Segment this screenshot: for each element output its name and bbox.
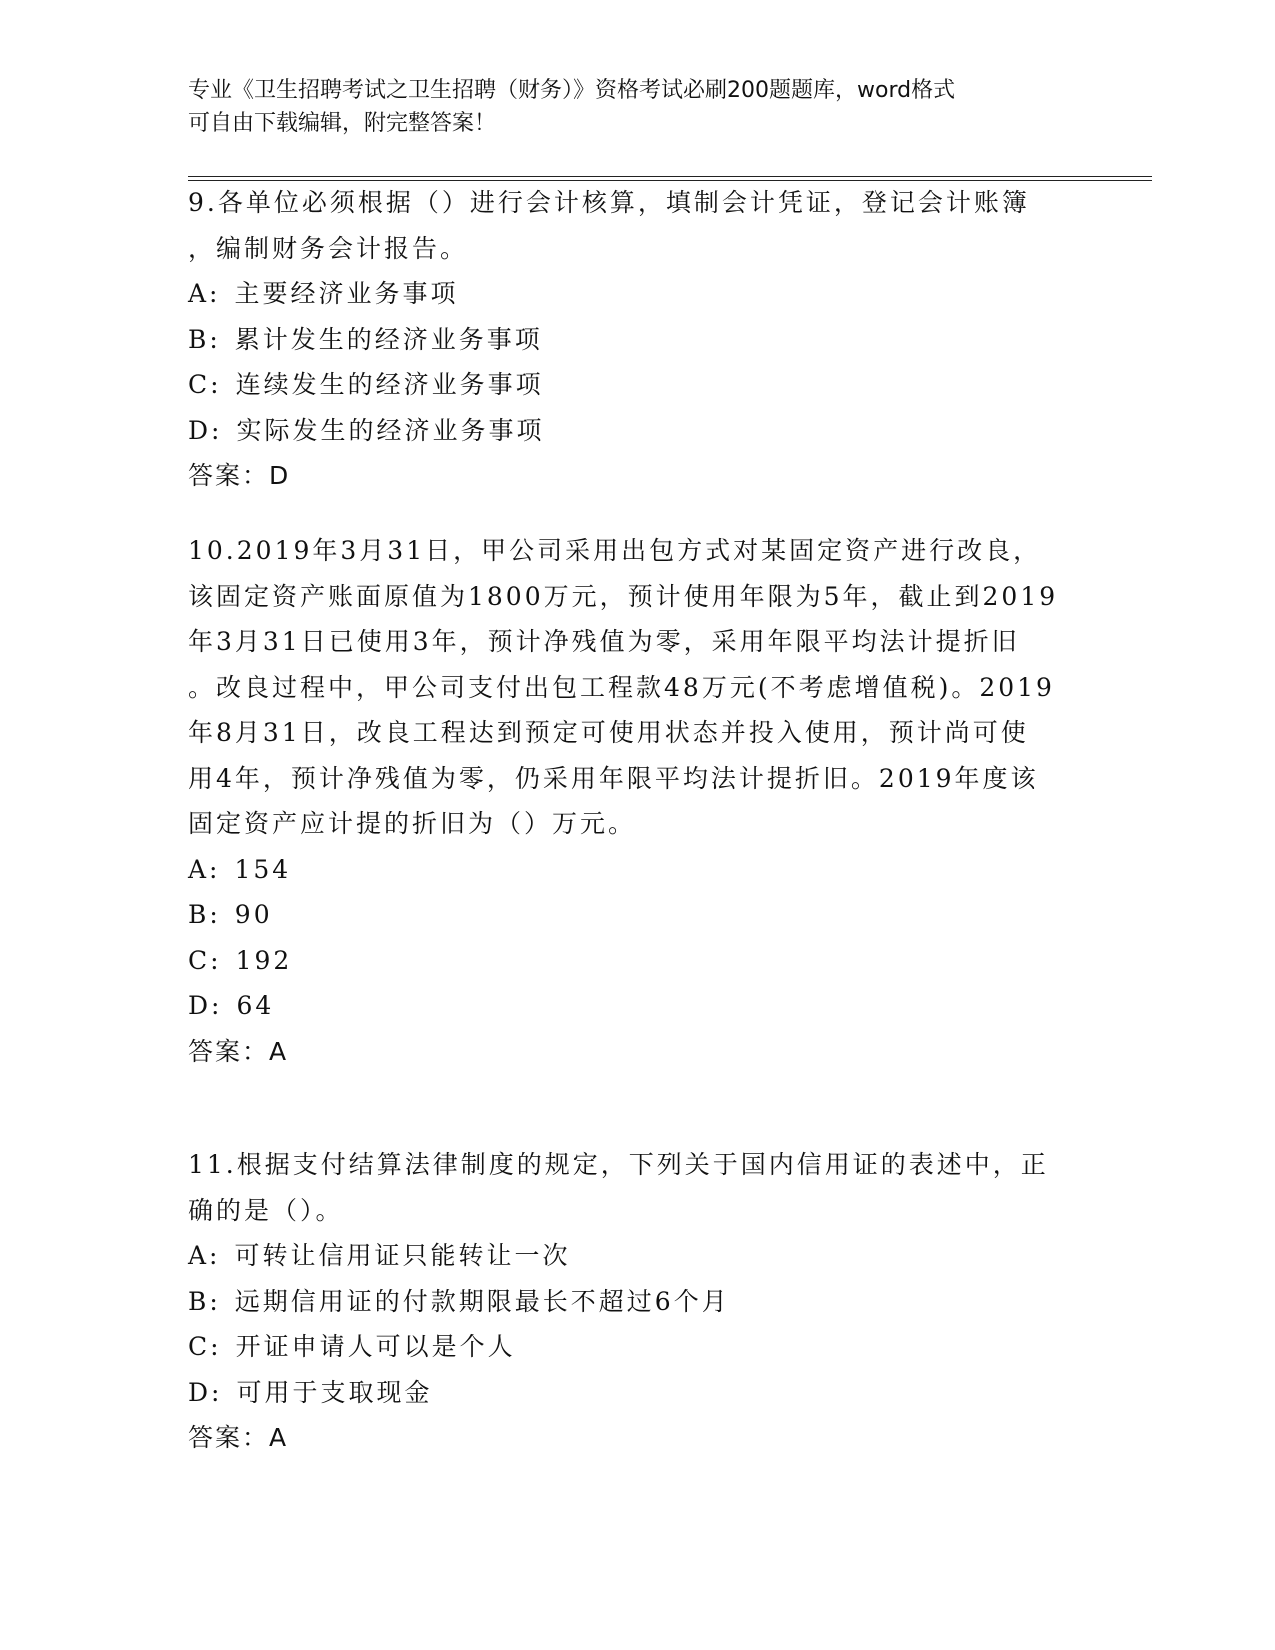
question-text-line: 10.2019年3月31日，甲公司采用出包方式对某固定资产进行改良，	[188, 536, 1042, 565]
answer: 答案：A	[188, 1036, 289, 1066]
option-text: 可转让信用证只能转让一次	[234, 1241, 571, 1270]
header-line-2: 可自由下载编辑，附完整答案！	[188, 111, 497, 136]
page-header	[188, 74, 1068, 140]
question-text-line: 该固定资产账面原值为1800万元，预计使用年限为5年，截止到2019	[188, 581, 1059, 611]
option-text: 64	[236, 991, 275, 1020]
question-text-line: 年8月31日，改良工程达到预定可使用状态并投入使用，预计尚可使	[188, 718, 1029, 747]
question-text-line: 。改良过程中，甲公司支付出包工程款48万元(不考虑增值税)。2019	[188, 672, 1055, 702]
option-text: 连续发生的经济业务事项	[235, 370, 544, 399]
option-b	[188, 1279, 1088, 1325]
option-letter: A:	[188, 854, 221, 884]
option-text: 累计发生的经济业务事项	[234, 324, 543, 354]
option-b	[188, 892, 1088, 938]
question-text-line: ，编制财务会计报告。	[188, 233, 469, 263]
header-line-1: 专业《卫生招聘考试之卫生招聘（财务）》资格考试必刷200题题库，word格式	[188, 78, 956, 103]
option-c	[188, 1324, 1088, 1370]
option-letter: B:	[188, 1286, 221, 1316]
option-letter: B:	[188, 900, 221, 929]
option-letter: C:	[188, 370, 222, 399]
option-text: 实际发生的经济业务事项	[236, 415, 545, 445]
option-b	[188, 317, 1088, 363]
question-text-line: 年3月31日已使用3年，预计净残值为零，采用年限平均法计提折旧	[188, 627, 1020, 656]
option-letter: D:	[188, 415, 223, 445]
option-a	[188, 271, 1088, 317]
option-text: 主要经济业务事项	[234, 279, 459, 308]
option-text: 90	[234, 900, 273, 929]
option-a	[188, 847, 1088, 893]
option-c	[188, 938, 1088, 984]
question-10	[188, 528, 1088, 1074]
option-letter: C:	[188, 1332, 222, 1361]
option-c	[188, 362, 1088, 408]
question-11	[188, 1142, 1088, 1461]
question-text-line: 9.各单位必须根据（）进行会计核算，填制会计凭证，登记会计账簿	[188, 188, 1030, 217]
answer: 答案：A	[188, 1423, 289, 1452]
option-text: 可用于支取现金	[236, 1377, 433, 1407]
option-d	[188, 408, 1088, 454]
option-d	[188, 983, 1088, 1029]
question-text-line: 确的是（）。	[188, 1195, 344, 1225]
option-text: 154	[234, 854, 292, 884]
question-text-line: 11.根据支付结算法律制度的规定，下列关于国内信用证的表述中，正	[188, 1150, 1049, 1179]
question-text-line: 用4年，预计净残值为零，仍采用年限平均法计提折旧。2019年度该	[188, 763, 1039, 793]
option-letter: B:	[188, 324, 221, 354]
option-a	[188, 1233, 1088, 1279]
question-text-line: 固定资产应计提的折旧为（）万元。	[188, 809, 637, 838]
option-text: 192	[235, 945, 293, 975]
option-letter: A:	[188, 1241, 221, 1270]
answer: 答案：D	[188, 461, 291, 490]
option-text: 远期信用证的付款期限最长不超过6个月	[234, 1286, 730, 1316]
question-9	[188, 180, 1088, 499]
option-letter: A:	[188, 279, 221, 308]
option-letter: C:	[188, 945, 222, 975]
option-text: 开证申请人可以是个人	[235, 1332, 516, 1361]
option-d	[188, 1370, 1088, 1416]
option-letter: D:	[188, 1377, 223, 1407]
option-letter: D:	[188, 991, 223, 1020]
